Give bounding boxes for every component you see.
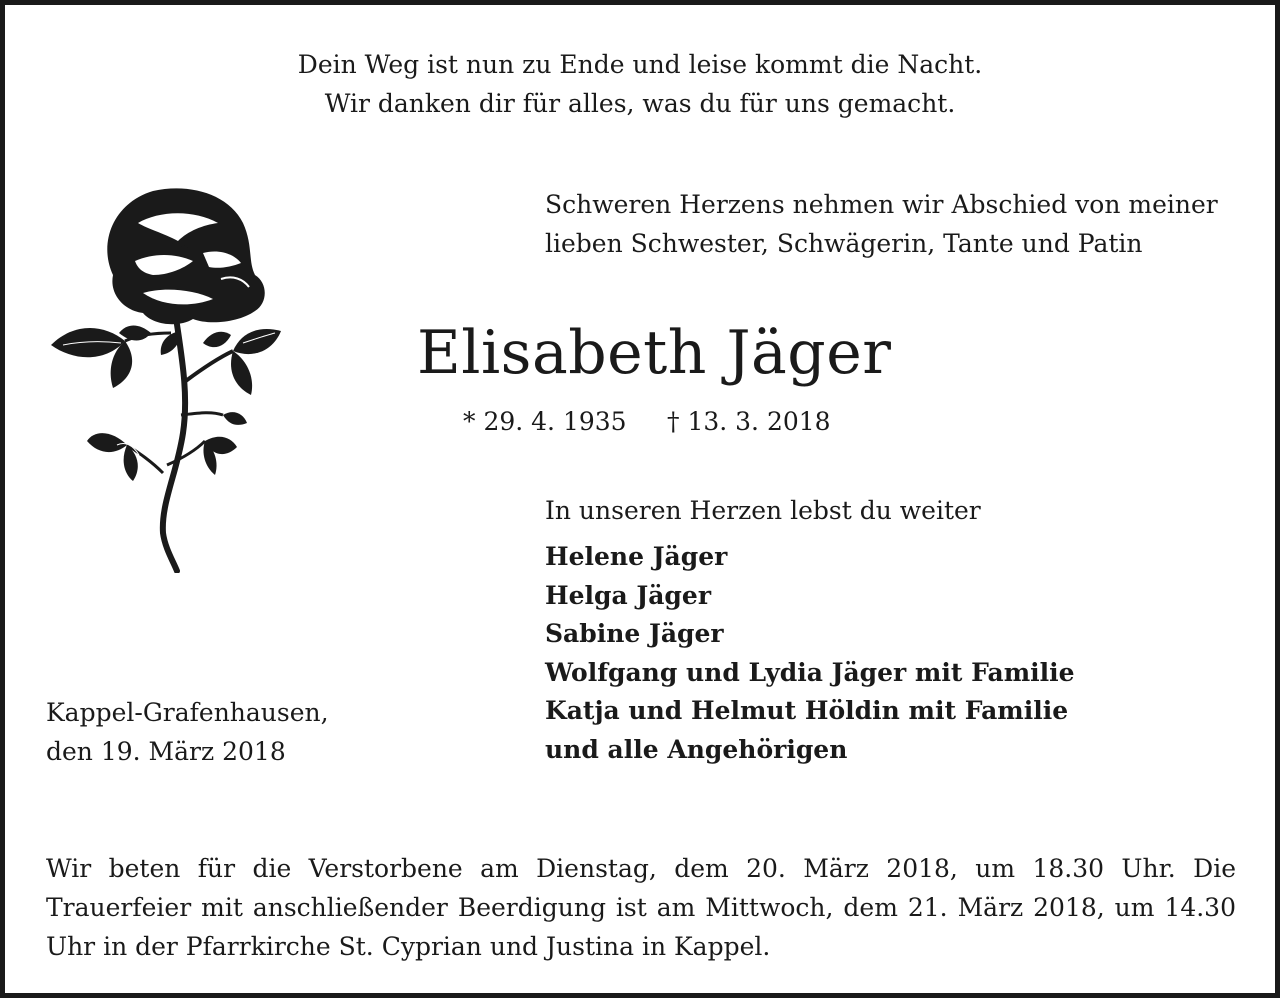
- date-line: den 19. März 2018: [46, 736, 286, 766]
- mourner-name: Sabine Jäger: [545, 619, 724, 648]
- place-date: [46, 694, 329, 771]
- rose-icon: [43, 183, 293, 573]
- intro-text: [545, 185, 1245, 263]
- deceased-name: Elisabeth Jäger: [417, 318, 892, 388]
- service-notice: Wir beten für die Verstorbene am Dienstag, dem 20. März 2018, um 18.30 Uhr. Die Trauerfeier mit anschließender Beerdigung ist am Mittwoch, dem 21. März 2018, um 14.30 Uhr in der Pfarrkirche St. Cyprian und Justina in Kappel.: [46, 854, 1236, 961]
- mourner-name: Helene Jäger: [545, 542, 728, 571]
- intro-line-1: Schweren Herzens nehmen wir Abschied von meiner: [545, 190, 1218, 219]
- poem-line-2: Wir danken dir für alles, was du für uns gemacht.: [324, 89, 956, 118]
- mourner-name: Katja und Helmut Höldin mit Familie: [545, 696, 1069, 725]
- mourner-name: Wolfgang und Lydia Jäger mit Familie: [545, 657, 1075, 687]
- poem-line-1: Dein Weg ist nun zu Ende und leise kommt die Nacht.: [297, 50, 983, 79]
- mourners-list: [545, 538, 1245, 769]
- death-date: † 13. 3. 2018: [667, 407, 831, 436]
- place-line: Kappel-Grafenhausen,: [46, 698, 329, 727]
- mourners-heading: In unseren Herzen lebst du weiter: [545, 496, 981, 525]
- mourner-name: Helga Jäger: [545, 580, 711, 610]
- birth-date: * 29. 4. 1935: [463, 407, 627, 436]
- poem: [5, 45, 1275, 123]
- intro-line-2: lieben Schwester, Schwägerin, Tante und Patin: [545, 229, 1143, 258]
- mourner-name: und alle Angehörigen: [545, 734, 848, 764]
